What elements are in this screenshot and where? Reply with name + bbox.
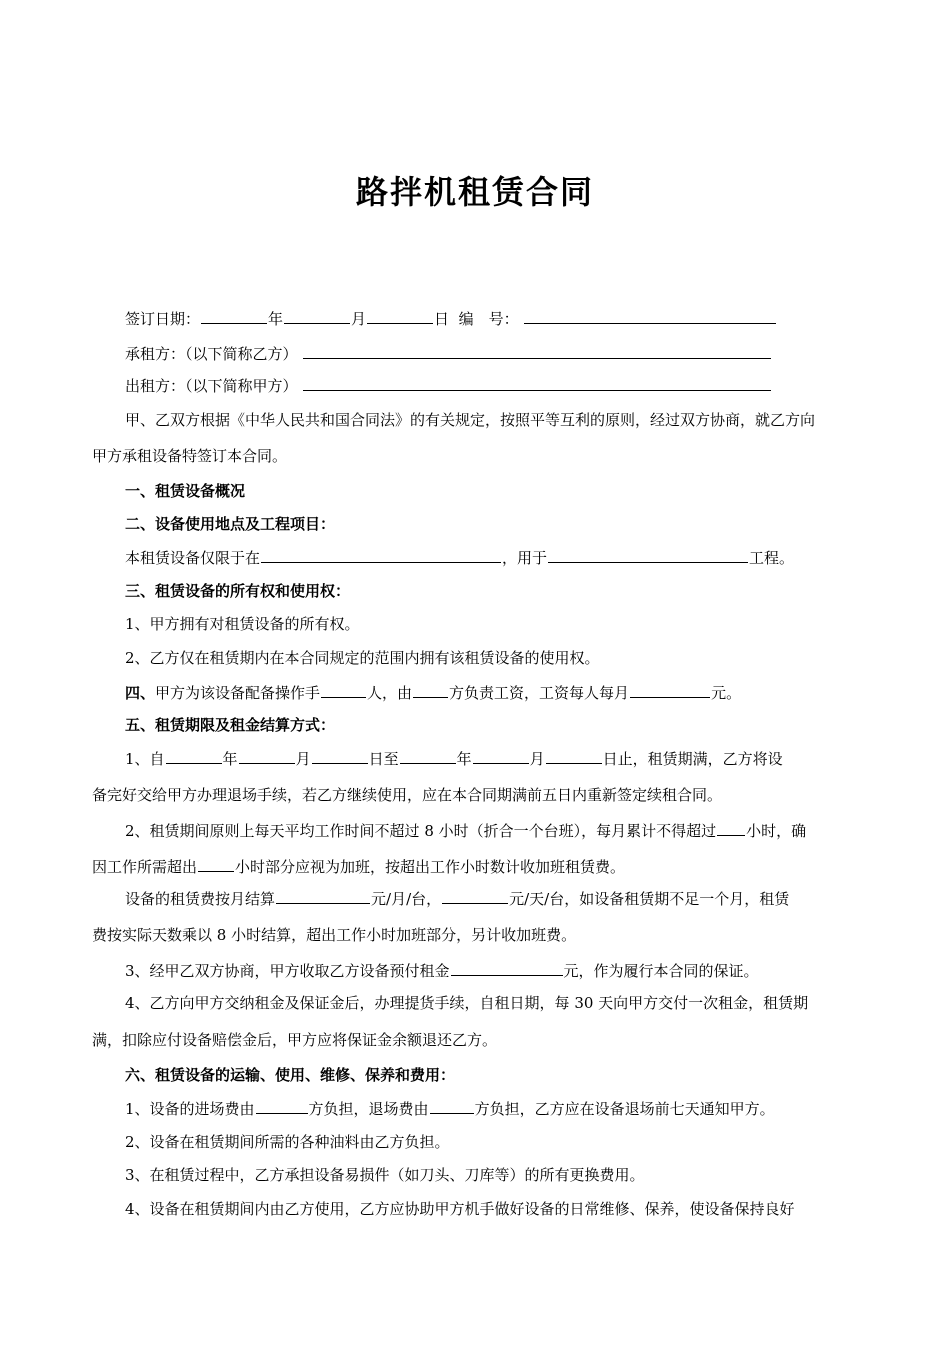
section-5-item-4: 4、乙方向甲方交纳租金及保证金后，办理提货手续，自租日期，每 30 天向甲方交付一次租金，租赁期 [125,994,809,1012]
section-3-item-1: 1、甲方拥有对租赁设备的所有权。 [125,615,360,633]
payer-blank[interactable] [413,682,448,698]
start-year-blank[interactable] [166,748,222,764]
end-month-blank[interactable] [473,748,529,764]
end-year-blank[interactable] [400,748,456,764]
entry-fee-blank[interactable] [256,1098,308,1114]
section-5-heading: 五、租赁期限及租金结算方式： [125,716,336,734]
monthly-hours-blank[interactable] [717,820,745,836]
fee-line [125,888,789,909]
hours-rule-text: 2、租赁期间原则上每天平均工作时间不超过 8 小时（折合一个台班），每月累计不得超过 [125,822,717,840]
section-5-item-1-cont: 备完好交给甲方办理退场手续，若乙方继续使用，应在本合同期满前五日内重新签定续租合同。 [92,786,723,804]
section-5-item-1 [125,748,783,769]
section-2-heading: 二、设备使用地点及工程项目： [125,515,336,533]
overtime-text: 小时部分应视为加班，按超出工作小时数计收加班租赁费。 [235,858,626,876]
location-label: 本租赁设备仅限于在 [125,549,261,567]
operator-label: 甲方为该设备配备操作手 [155,684,321,702]
exit-fee-blank[interactable] [430,1098,474,1114]
project-suffix: 工程。 [749,549,795,567]
operator-count-blank[interactable] [321,682,366,698]
lessor-blank[interactable] [303,375,771,391]
wage-blank[interactable] [630,682,710,698]
month-blank[interactable] [284,308,350,324]
deposit-suffix: 元，作为履行本合同的保证。 [563,962,759,980]
daily-fee-text: 元/天/台，如设备租赁期不足一个月，租赁 [509,890,790,908]
section-4-text [125,682,741,703]
location-blank[interactable] [261,547,501,563]
section-5-item-3 [125,960,759,981]
from-label: 1、自 [125,750,165,768]
section-4-number: 四、 [125,684,156,702]
start-day-blank[interactable] [312,748,368,764]
month-label: 月 [351,310,367,328]
wage-label: 方负责工资，工资每人每月 [449,684,630,702]
day-blank[interactable] [367,308,433,324]
year-label: 年 [268,310,284,328]
wage-unit: 元。 [711,684,742,702]
entry-fee-label: 1、设备的进场费由 [125,1100,255,1118]
exit-fee-label: 方负担，退场费由 [308,1100,429,1118]
monthly-fee-blank[interactable] [276,888,370,904]
lessee-blank[interactable] [303,343,771,359]
number-label: 编 号： [458,310,519,328]
end-year-label: 年 [456,750,472,768]
section-6-item-4: 4、设备在租赁期间内由乙方使用，乙方应协助甲方机手做好设备的日常维修、保养，使设备保持良好 [125,1200,795,1218]
end-text: 日止，租赁期满，乙方将设 [602,750,783,768]
project-blank[interactable] [548,547,748,563]
start-month-blank[interactable] [239,748,295,764]
section-5-item-4-cont: 满，扣除应付设备赔偿金后，甲方应将保证金余额退还乙方。 [92,1031,498,1049]
lessee-line [125,343,772,364]
end-day-blank[interactable] [546,748,602,764]
lessor-label: 出租方：（以下简称甲方） [125,377,298,395]
section-3-item-2: 2、乙方仅在租赁期内在本合同规定的范围内拥有该租赁设备的使用权。 [125,649,600,667]
document-title: 路拌机租赁合同 [355,173,594,211]
section-5-item-2-cont [92,856,625,877]
start-year-label: 年 [222,750,238,768]
section-2-text [125,547,794,568]
lessee-label: 承租方：（以下简称乙方） [125,345,298,363]
payer-label: 人，由 [367,684,413,702]
intro-line-2: 甲方承租设备特签订本合同。 [92,447,288,465]
to-label: 日至 [368,750,399,768]
section-5-item-2 [125,820,806,841]
exit-notice-text: 方负担，乙方应在设备退场前七天通知甲方。 [474,1100,775,1118]
section-1-heading: 一、租赁设备概况 [125,482,246,500]
deposit-blank[interactable] [451,960,563,976]
section-6-heading: 六、租赁设备的运输、使用、维修、保养和费用： [125,1066,456,1084]
lessor-line [125,375,772,396]
intro-line-1: 甲、乙双方根据《中华人民共和国合同法》的有关规定，按照平等互利的原则，经过双方协商，就乙方向 [125,411,816,429]
sign-date-label: 签订日期： [125,310,201,328]
project-label: ，用于 [502,549,548,567]
end-month-label: 月 [529,750,545,768]
monthly-fee-unit: 元/月/台， [371,890,442,908]
monthly-fee-label: 设备的租赁费按月结算 [125,890,276,908]
day-label: 日 [434,310,450,328]
number-blank[interactable] [524,308,776,324]
fee-line-cont: 费按实际天数乘以 8 小时结算，超出工作小时加班部分，另计收加班费。 [92,926,577,944]
overtime-label: 因工作所需超出 [92,858,198,876]
hours-rule-suffix: 小时，确 [746,822,807,840]
section-3-heading: 三、租赁设备的所有权和使用权： [125,582,351,600]
overtime-hours-blank[interactable] [198,856,234,872]
daily-fee-blank[interactable] [442,888,508,904]
deposit-label: 3、经甲乙双方协商，甲方收取乙方设备预付租金 [125,962,450,980]
section-6-item-3: 3、在租赁过程中，乙方承担设备易损件（如刀头、刀库等）的所有更换费用。 [125,1166,645,1184]
section-6-item-1 [125,1098,775,1119]
start-month-label: 月 [295,750,311,768]
section-6-item-2: 2、设备在租赁期间所需的各种油料由乙方负担。 [125,1133,450,1151]
sign-date-line [125,308,777,329]
year-blank[interactable] [201,308,267,324]
